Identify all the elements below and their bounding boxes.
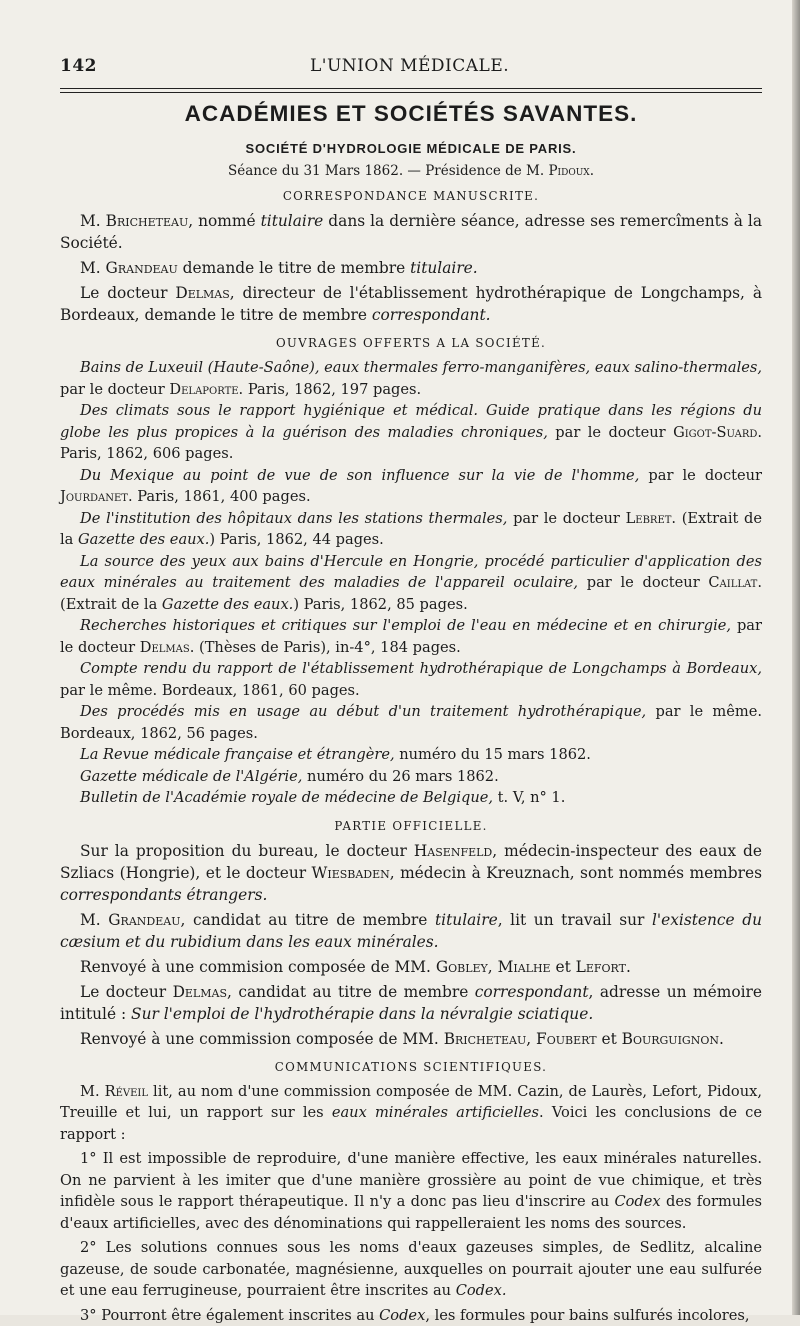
paragraph-delmas-memoire: Le docteur Delmas, candidat au titre de membre correspondant, adresse un mémoire intitulé : Sur l'emploi de l'hydrothérapie dans la névralgie sciatique. <box>60 981 762 1025</box>
society-title: SOCIÉTÉ D'HYDROLOGIE MÉDICALE DE PARIS. <box>60 141 762 156</box>
paragraph-reveil: M. Réveil lit, au nom d'une commission composée de MM. Cazin, de Laurès, Lefort, Pidoux, Treuille et lui, un rapport sur les eaux minérales artificielles. Voici les conclusions de ce rapport : <box>60 1081 762 1146</box>
ouvrage-item: Des climats sous le rapport hygiénique et médical. Guide pratique dans les régions du globe les plus propices à la guérison des maladies chroniques, par le docteur Gigot-Suard. Paris, 1862, 606 pages. <box>60 400 762 465</box>
ouvrage-item: Compte rendu du rapport de l'établissement hydrothérapique de Longchamps à Bordeaux, par le même. Bordeaux, 1861, 60 pages. <box>60 658 762 701</box>
heading-ouvrages: OUVRAGES OFFERTS A LA SOCIÉTÉ. <box>60 336 762 350</box>
section-title: ACADÉMIES ET SOCIÉTÉS SAVANTES. <box>60 101 762 127</box>
paragraph-renvoi-2: Renvoyé à une commission composée de MM. Bricheteau, Foubert et Bourguignon. <box>60 1028 762 1050</box>
conclusion-2: 2° Les solutions connues sous les noms d'eaux gazeuses simples, de Sedlitz, alcaline gazeuse, de soude carbonatée, magnésienne, auxquelles on pourrait ajouter une eau sulfurée et une eau ferrugineuse, pourraient être inscrites au Codex. <box>60 1237 762 1302</box>
paragraph-renvoi-1: Renvoyé à une commision composée de MM. Gobley, Mialhe et Lefort. <box>60 956 762 978</box>
session-text: Séance du 31 Mars 1862. — Présidence de M. <box>228 163 548 179</box>
heading-communications: COMMUNICATIONS SCIENTIFIQUES. <box>60 1060 762 1074</box>
ouvrage-item: Des procédés mis en usage au début d'un traitement hydrothérapique, par le même. Bordeaux, 1862, 56 pages. <box>60 701 762 744</box>
paragraph-nominations: Sur la proposition du bureau, le docteur Hasenfeld, médecin-inspecteur des eaux de Szliacs (Hongrie), et le docteur Wiesbaden, médecin à Kreuznach, sont nommés membres correspondants étrangers. <box>60 840 762 906</box>
paragraph-delmas: Le docteur Delmas, directeur de l'établissement hydrothérapique de Longchamps, à Bordeaux, demande le titre de membre correspondant. <box>60 282 762 326</box>
paragraph-grandeau: M. Grandeau demande le titre de membre titulaire. <box>60 257 762 279</box>
header-rule <box>60 88 762 93</box>
ouvrage-item: Du Mexique au point de vue de son influence sur la vie de l'homme, par le docteur Jourdanet. Paris, 1861, 400 pages. <box>60 465 762 508</box>
heading-officielle: PARTIE OFFICIELLE. <box>60 819 762 833</box>
session-line <box>60 163 762 179</box>
page-number: 142 <box>60 56 310 76</box>
running-header <box>60 56 762 80</box>
paragraph-bricheteau: M. Bricheteau, nommé titulaire dans la dernière séance, adresse ses remercîments à la Société. <box>60 210 762 254</box>
conclusion-3: 3° Pourront être également inscrites au Codex, les formules pour bains sulfurés incolores, <box>60 1305 762 1326</box>
ouvrage-item: Recherches historiques et critiques sur l'emploi de l'eau en médecine et en chirurgie, par le docteur Delmas. (Thèses de Paris), in-4°, 184 pages. <box>60 615 762 658</box>
page-edge-shadow <box>792 0 800 1315</box>
conclusion-1: 1° Il est impossible de reproduire, d'une manière effective, les eaux minérales naturelles. On ne parvient à les imiter que d'une manière grossière au point de vue chimique, et très infidèle sous le rapport thérapeutique. Il n'y a donc pas lieu d'inscrire au Codex des formules d'eaux artificielles, avec des dénominations qui rappelleraient les noms des sources. <box>60 1148 762 1234</box>
ouvrage-item: De l'institution des hôpitaux dans les stations thermales, par le docteur Lebret. (Extrait de la Gazette des eaux.) Paris, 1862, 44 pages. <box>60 508 762 551</box>
ouvrage-item: Bains de Luxeuil (Haute-Saône), eaux thermales ferro-manganifères, eaux salino-thermales, par le docteur Delaporte. Paris, 1862, 197 pages. <box>60 357 762 400</box>
paragraph-grandeau-travail: M. Grandeau, candidat au titre de membre titulaire, lit un travail sur l'existence du cæsium et du rubidium dans les eaux minérales. <box>60 909 762 953</box>
session-president: Pidoux. <box>548 163 594 179</box>
running-title: L'UNION MÉDICALE. <box>310 56 509 76</box>
ouvrage-item: La source des yeux aux bains d'Hercule en Hongrie, procédé particulier d'application des eaux minérales au traitement des maladies de l'appareil oculaire, par le docteur Caillat. (Extrait de la Gazette des eaux.) Paris, 1862, 85 pages. <box>60 551 762 616</box>
ouvrage-item: La Revue médicale française et étrangère, numéro du 15 mars 1862. <box>60 744 762 766</box>
ouvrage-item: Gazette médicale de l'Algérie, numéro du 26 mars 1862. <box>60 766 762 788</box>
ouvrage-item: Bulletin de l'Académie royale de médecine de Belgique, t. V, n° 1. <box>60 787 762 809</box>
heading-correspondance: CORRESPONDANCE MANUSCRITE. <box>60 189 762 203</box>
